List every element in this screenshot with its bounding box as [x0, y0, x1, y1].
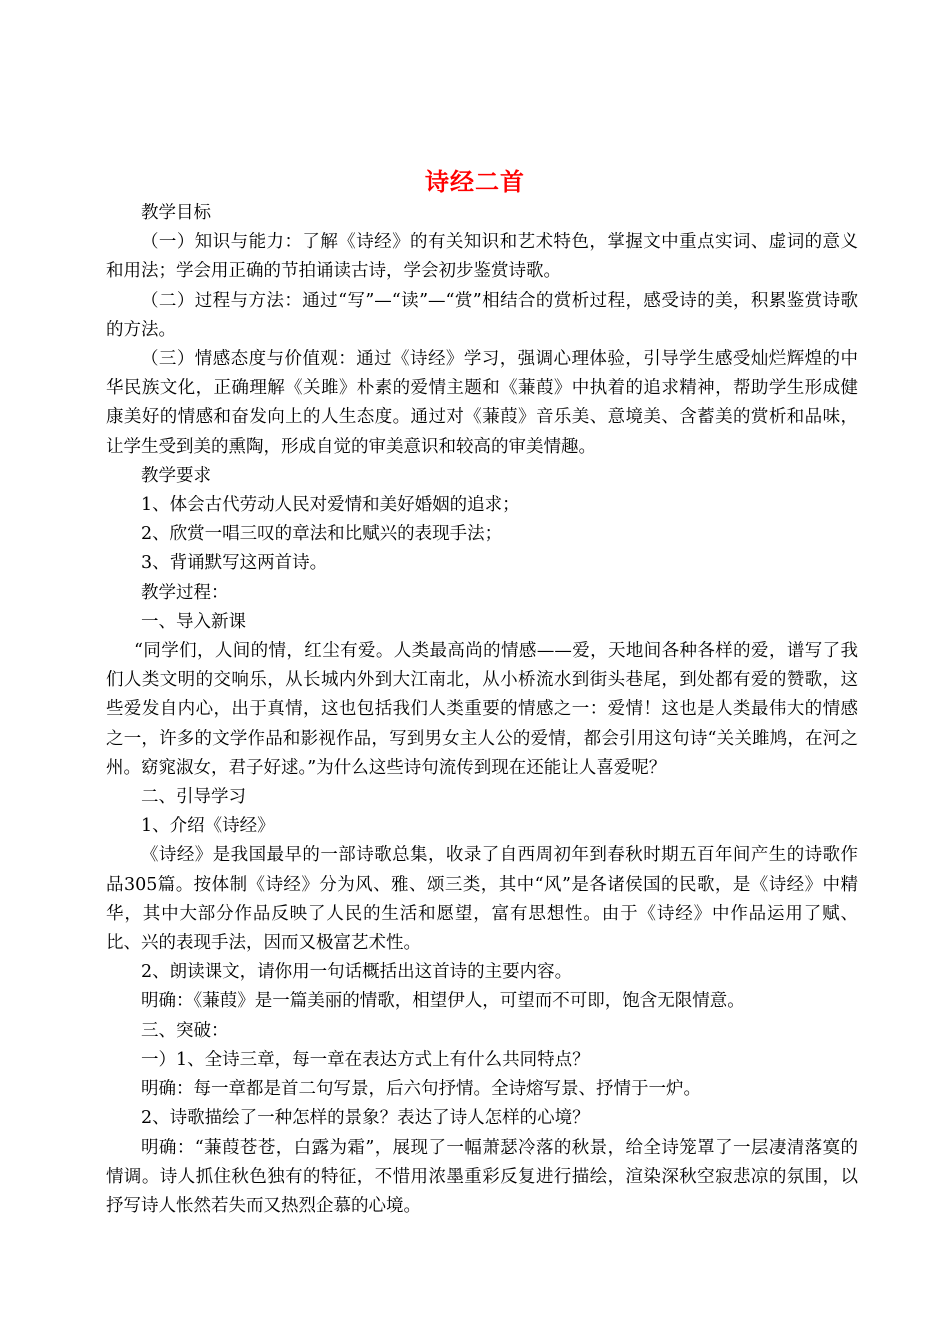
heading-teaching-requirements: 教学要求 — [141, 465, 211, 486]
goal-process-method: （二）过程与方法：通过“写”—“读”—“赏”相结合的赏析过程，感受诗的美，积累鉴赏诗歌的方法。 — [106, 290, 858, 340]
subsection-reading-task: 2、朗读课文，请你用一句话概括出这首诗的主要内容。 — [141, 962, 573, 983]
question-text: 一）1、全诗三章，每一章在表达方式上有什么共同特点？ — [141, 1049, 590, 1070]
answer-text: 明确：《蒹葭》是一篇美丽的情歌，相望伊人，可望而不可即，饱含无限情意。 — [141, 991, 745, 1012]
question-text: 2、诗歌描绘了一种怎样的景象？表达了诗人怎样的心境？ — [141, 1108, 590, 1129]
shijing-description: 《诗经》是我国最早的一部诗歌总集，收录了自西周初年到春秋时期五百年间产生的诗歌作品305篇。按体制《诗经》分为风、雅、颂三类，其中“风”是各诸侯国的民歌，是《诗经》中精华，其中大部分作品反映了人民的生活和愿望，富有思想性。由于《诗经》中作品运用了赋、比、兴的表现手法，因而又极富艺术性。 — [106, 845, 858, 954]
answer-text: 明确：每一章都是首二句写景，后六句抒情。全诗熔写景、抒情于一炉。 — [141, 1079, 701, 1100]
heading-teaching-process: 教学过程： — [141, 582, 229, 603]
goal-knowledge-ability: （一）知识与能力：了解《诗经》的有关知识和艺术特色，掌握文中重点实词、虚词的意义和用法；学会用正确的节拍诵读古诗，学会初步鉴赏诗歌。 — [106, 232, 858, 282]
subsection-introduce-shijing: 1、介绍《诗经》 — [141, 816, 275, 837]
section-introduction: 一、导入新课 — [141, 611, 246, 632]
section-guided-learning: 二、引导学习 — [141, 787, 246, 808]
requirement-item: 2、欣赏一唱三叹的章法和比赋兴的表现手法； — [141, 524, 503, 545]
answer-text: 明确：“蒹葭苍苍，白露为霜”，展现了一幅萧瑟冷落的秋景，给全诗笼罩了一层凄清落寞的情调。诗人抓住秋色独有的特征，不惜用浓墨重彩反复进行描绘，渲染深秋空寂悲凉的氛围，以抒写诗人怅然若失而又热烈企慕的心境。 — [106, 1137, 858, 1216]
document-body — [106, 199, 858, 1221]
requirement-item: 3、背诵默写这两首诗。 — [141, 553, 328, 574]
document-title: 诗经二首 — [425, 168, 525, 196]
goal-emotion-values: （三）情感态度与价值观：通过《诗经》学习，强调心理体验，引导学生感受灿烂辉煌的中华民族文化，正确理解《关雎》朴素的爱情主题和《蒹葭》中执着的追求精神，帮助学生形成健康美好的情感和奋发向上的人生态度。通过对《蒹葭》音乐美、意境美、含蓄美的赏析和品味，让学生受到美的熏陶，形成自觉的审美意识和较高的审美情趣。 — [106, 349, 858, 457]
section-breakthrough: 三、突破： — [141, 1020, 229, 1041]
heading-teaching-goals: 教学目标 — [141, 203, 211, 223]
requirement-item: 1、体会古代劳动人民对爱情和美好婚姻的追求； — [141, 495, 520, 516]
introduction-text: “同学们，人间的情，红尘有爱。人类最高尚的情感——爱，天地间各种各样的爱，谱写了我们人类文明的交响乐，从长城内外到大江南北，从小桥流水到街头巷尾，到处都有爱的赞歌，这些爱发自内心，出于真情，这也包括我们人类重要的情感之一：爱情！这也是人类最伟大的情感之一，许多的文学作品和影视作品，写到男女主人公的爱情，都会引用这句诗“关关雎鸠，在河之州。窈窕淑女，君子好逑。”为什么这些诗句流传到现在还能让人喜爱呢？ — [106, 641, 858, 778]
